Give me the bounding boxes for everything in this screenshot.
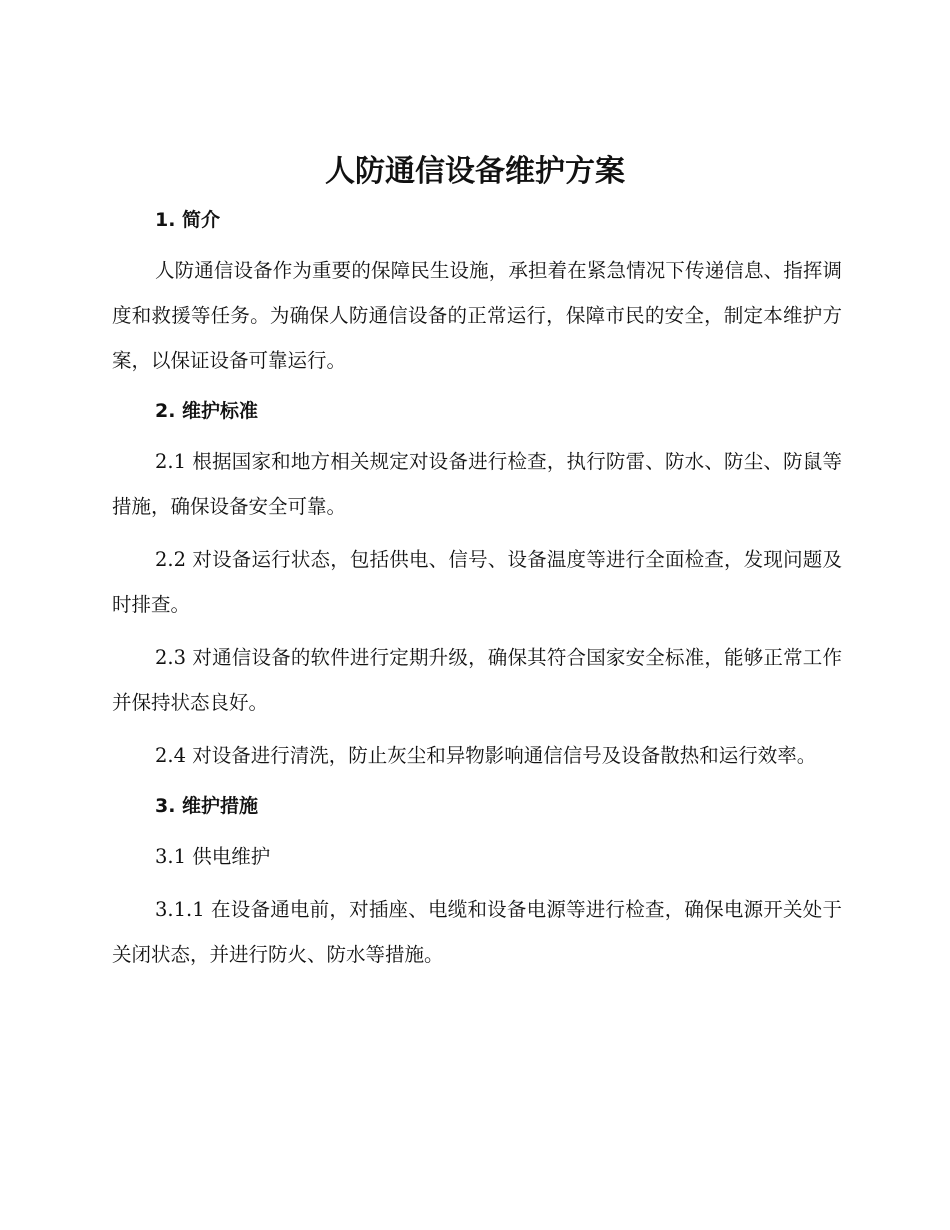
standard-2-1-paragraph: 2.1 根据国家和地方相关规定对设备进行检查，执行防雷、防水、防尘、防鼠等措施，确保设备安全可靠。: [112, 450, 842, 518]
document-body: [112, 200, 842, 977]
section-heading-measures: 3. 维护措施: [155, 795, 259, 817]
standard-2-4-paragraph: 2.4 对设备进行清洗，防止灰尘和异物影响通信信号及设备散热和运行效率。: [155, 744, 817, 767]
section-heading-intro: 1. 简介: [155, 209, 221, 231]
standard-2-3-paragraph: 2.3 对通信设备的软件进行定期升级，确保其符合国家安全标准，能够正常工作并保持状态良好。: [112, 646, 842, 714]
measure-3-1-paragraph: 3.1 供电维护: [155, 845, 271, 868]
standard-2-2-paragraph: 2.2 对设备运行状态，包括供电、信号、设备温度等进行全面检查，发现问题及时排查。: [112, 548, 842, 616]
document-title: 人防通信设备维护方案: [325, 154, 625, 189]
intro-paragraph: 人防通信设备作为重要的保障民生设施，承担着在紧急情况下传递信息、指挥调度和救援等任务。为确保人防通信设备的正常运行，保障市民的安全，制定本维护方案，以保证设备可靠运行。: [112, 259, 842, 372]
measure-3-1-1-paragraph: 3.1.1 在设备通电前，对插座、电缆和设备电源等进行检查，确保电源开关处于关闭状态，并进行防火、防水等措施。: [112, 898, 842, 966]
section-heading-standards: 2. 维护标准: [155, 400, 259, 422]
